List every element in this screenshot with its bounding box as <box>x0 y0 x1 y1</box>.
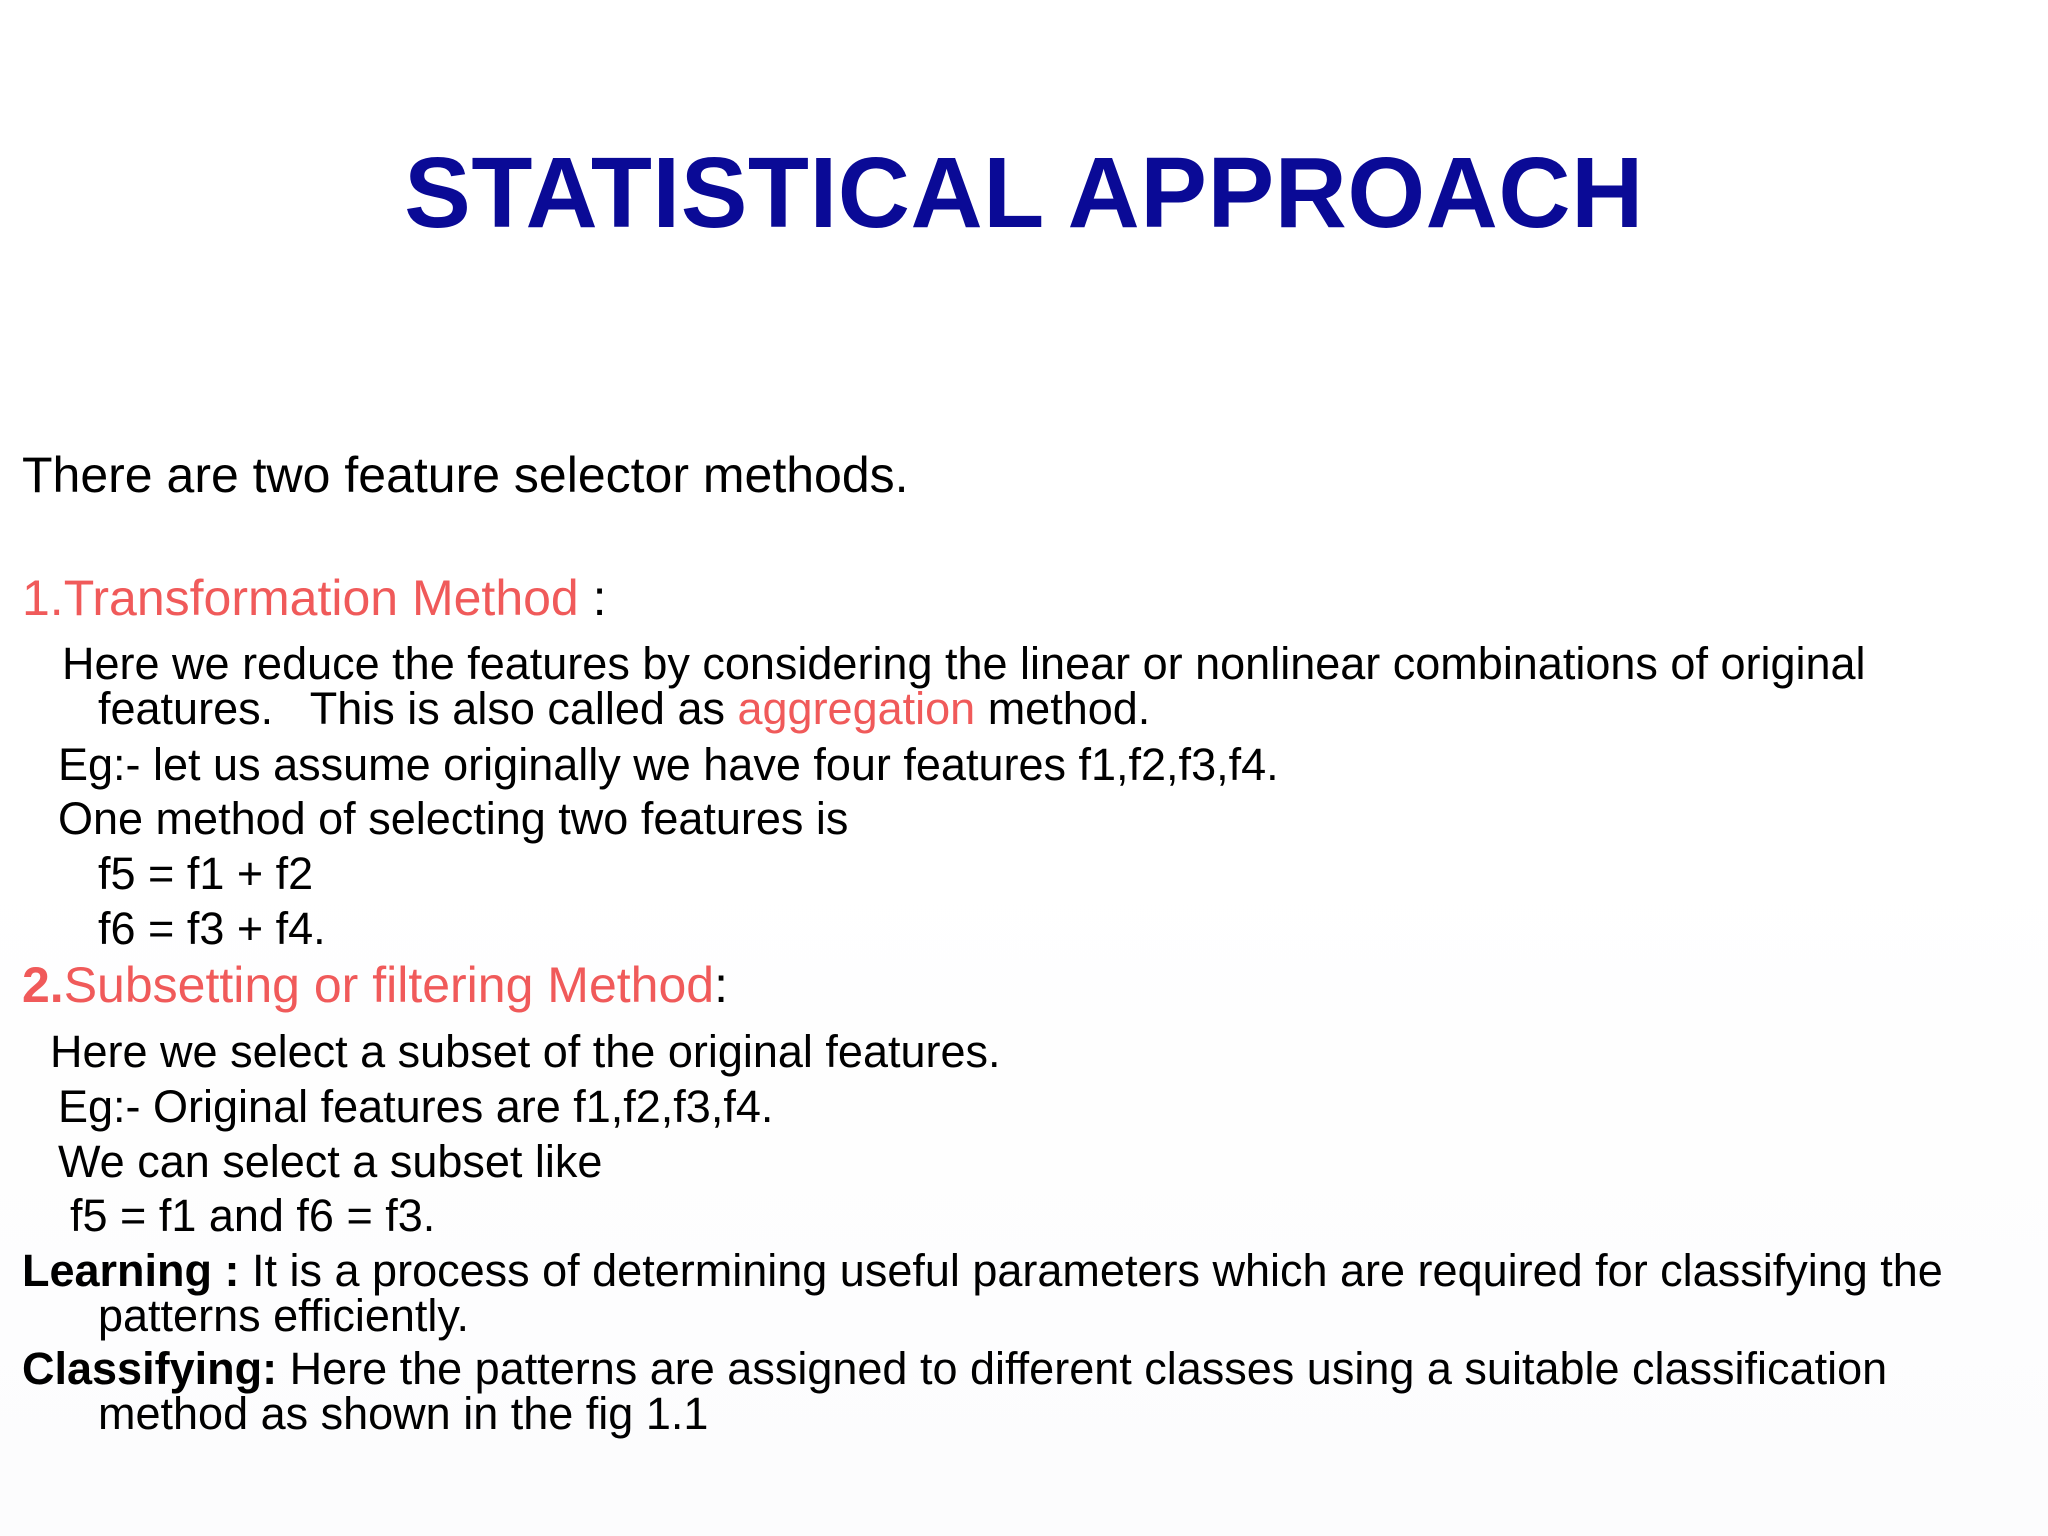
method1-formula-f6: f6 = f3 + f4. <box>98 903 326 954</box>
method1-title: Transformation Method <box>63 570 579 626</box>
method2-formula: f5 = f1 and f6 = f3. <box>70 1190 436 1241</box>
method2-selection-text: We can select a subset like <box>58 1136 603 1187</box>
learning-label: Learning : <box>22 1245 240 1296</box>
aggregation-highlight: aggregation <box>737 683 976 734</box>
method1-desc-suffix: method. <box>975 683 1151 734</box>
method1-number: 1. <box>22 570 64 626</box>
method2-colon: : <box>714 957 728 1013</box>
intro-text: There are two feature selector methods. <box>22 447 909 503</box>
method1-desc-line1: Here we reduce the features by considering the linear or nonlinear combinations of original <box>62 638 1866 689</box>
slide-title: STATISTICAL APPROACH <box>404 137 1644 249</box>
method2-heading <box>22 955 728 1015</box>
method2-title: Subsetting or filtering Method <box>63 957 715 1013</box>
classifying-line2: method as shown in the fig 1.1 <box>98 1388 709 1439</box>
method1-desc-prefix: features. This is also called as <box>98 683 738 734</box>
method2-desc: Here we select a subset of the original features. <box>50 1026 1001 1077</box>
learning-text-1: It is a process of determining useful parameters which are required for classifying the <box>239 1245 1943 1296</box>
learning-line2: patterns efficiently. <box>98 1290 470 1341</box>
method1-colon: : <box>578 570 607 626</box>
classifying-label: Classifying: <box>22 1343 278 1394</box>
method1-heading <box>22 568 607 628</box>
classifying-text-1: Here the patterns are assigned to different classes using a suitable classification <box>277 1343 1888 1394</box>
method1-desc-line2 <box>98 683 1150 735</box>
method1-example: Eg:- let us assume originally we have four features f1,f2,f3,f4. <box>58 739 1279 790</box>
method2-number: 2. <box>22 957 64 1013</box>
method1-formula-f5: f5 = f1 + f2 <box>98 848 314 899</box>
method1-selection-text: One method of selecting two features is <box>58 793 849 844</box>
method2-example: Eg:- Original features are f1,f2,f3,f4. <box>58 1081 774 1132</box>
